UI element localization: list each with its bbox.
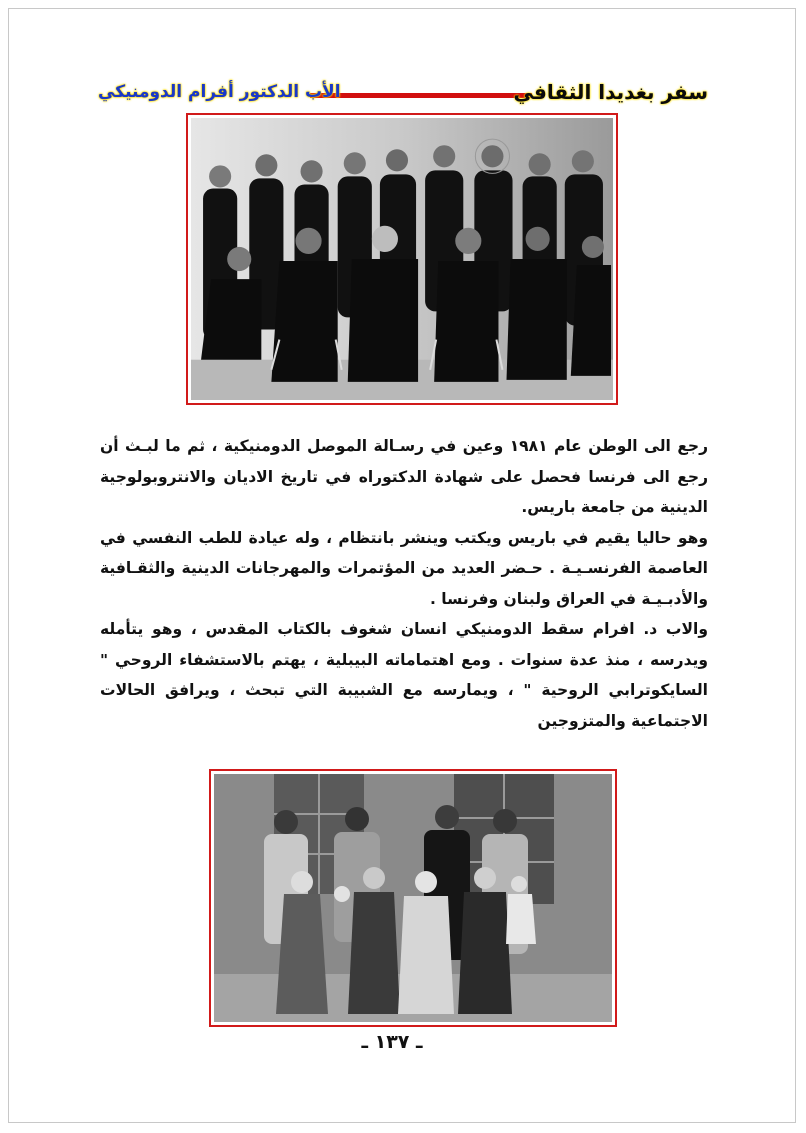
group-photo-clergy <box>186 113 618 405</box>
header-rule <box>310 93 532 98</box>
paragraph: رجع الى الوطن عام ١٩٨١ وعين في رسـالة الموصل الدومنيكية ، ثم ما لبـث أن رجع الى فرنسا فحصل على شهادة الدكتوراه في تاريخ الاديان والانتروبولوجية الدينية من جامعة باريس. <box>100 437 708 516</box>
page-number: ـ ١٣٧ ـ <box>361 1031 423 1053</box>
chapter-title: الأب الدكتور أفرام الدومنيكي <box>98 82 341 102</box>
photo-family-image <box>214 774 612 1022</box>
book-title: سفر بغديدا الثقافي <box>513 80 708 104</box>
group-photo-family <box>209 769 617 1027</box>
paragraph: وهو حاليا يقيم في باريس ويكتب وينشر بانتظام ، وله عيادة للطب النفسي في العاصمة الفرنسـيـة . حـضر العديد من المؤتمرات والمهرجانات الدينية والثقـافية والأدبـيـة في العراق ولبنان وفرنسا . <box>100 528 708 608</box>
photo-clergy-image <box>191 118 613 400</box>
page-header <box>98 82 710 104</box>
body-text <box>100 431 708 736</box>
paragraph: والاب د. افرام سقط الدومنيكي انسان شغوف بالكتاب المقدس ، وهو يتأمله ويدرسه ، منذ عدة سنوات . ومع اهتماماته البيبلية ، يهتم بالاستشفاء الروحي " السايكوترابي الروحية " ، ويمارسه مع الشبيبة التي تبحث ، ويرافق الحالات الاجتماعية والمتزوجين <box>100 620 708 730</box>
